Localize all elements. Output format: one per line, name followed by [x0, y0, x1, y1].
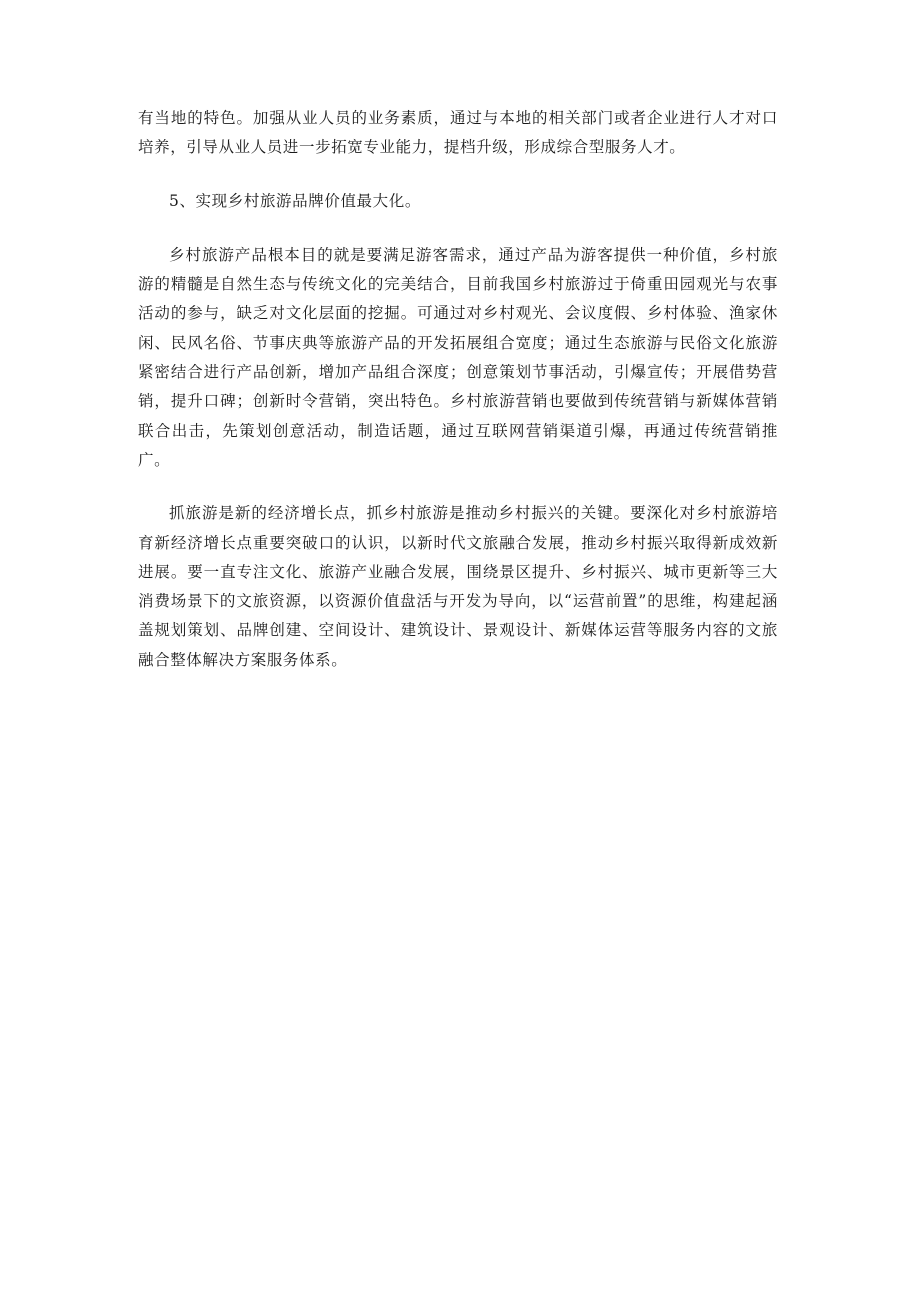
- paragraph-brand-value: 乡村旅游产品根本目的就是要满足游客需求，通过产品为游客提供一种价值，乡村旅游的精髓是自然生态与传统文化的完美结合，目前我国乡村旅游过于倚重田园观光与农事活动的参与，缺乏对文化层面的挖掘。可通过对乡村观光、会议度假、乡村体验、渔家休闲、民风名俗、节事庆典等旅游产品的开发拓展组合宽度；通过生态旅游与民俗文化旅游紧密结合进行产品创新，增加产品组合深度；创意策划节事活动，引爆宣传；开展借势营销，提升口碑；创新时令营销，突出特色。乡村旅游营销也要做到传统营销与新媒体营销联合出击，先策划创意活动，制造话题，通过互联网营销渠道引爆，再通过传统营销推广。: [138, 245, 778, 469]
- document-page: [138, 104, 778, 699]
- paragraph-conclusion: 抓旅游是新的经济增长点，抓乡村旅游是推动乡村振兴的关键。要深化对乡村旅游培育新经济增长点重要突破口的认识，以新时代文旅融合发展，推动乡村振兴取得新成效新进展。要一直专注文化、旅游产业融合发展，围绕景区提升、乡村振兴、城市更新等三大消费场景下的文旅资源，以资源价值盘活与开发为导向，以“运营前置”的思维，构建起涵盖规划策划、品牌创建、空间设计、建筑设计、景观设计、新媒体运营等服务内容的文旅融合整体解决方案服务体系。: [138, 504, 778, 669]
- paragraph-continued: 有当地的特色。加强从业人员的业务素质，通过与本地的相关部门或者企业进行人才对口培养，引导从业人员进一步拓宽专业能力，提档升级，形成综合型服务人才。: [138, 109, 778, 157]
- section-heading: 5、实现乡村旅游品牌价值最大化。: [169, 191, 421, 210]
